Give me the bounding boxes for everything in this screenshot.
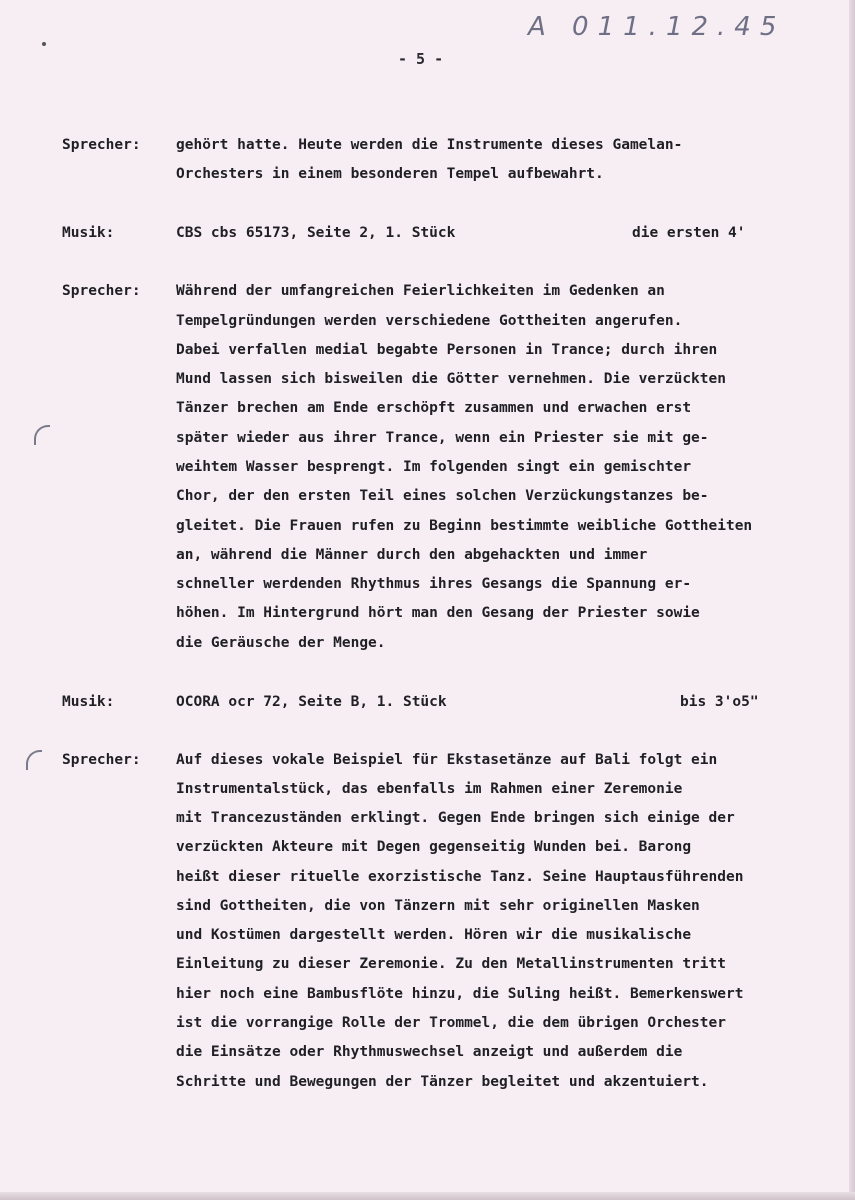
speaker-label: Sprecher: bbox=[62, 752, 141, 768]
music-reference: CBS cbs 65173, Seite 2, 1. Stück bbox=[176, 225, 456, 241]
text-line: Dabei verfallen medial begabte Personen in Trance; durch ihren bbox=[176, 342, 718, 358]
handwritten-archive-number: A 011.12.45 bbox=[528, 12, 786, 42]
text-line: gleitet. Die Frauen rufen zu Beginn bestimmte weibliche Gottheiten bbox=[176, 518, 753, 534]
text-line: Tänzer brechen am Ende erschöpft zusammen und erwachen erst bbox=[176, 400, 692, 416]
music-label: Musik: bbox=[62, 225, 115, 241]
margin-pencil-mark bbox=[34, 425, 50, 445]
text-line: Auf dieses vokale Beispiel für Ekstasetänze auf Bali folgt ein bbox=[176, 752, 718, 768]
text-line: schneller werdenden Rhythmus ihres Gesangs die Spannung er- bbox=[176, 576, 692, 592]
music-timing: die ersten 4' bbox=[632, 225, 746, 241]
music-label: Musik: bbox=[62, 694, 115, 710]
text-line: Während der umfangreichen Feierlichkeiten im Gedenken an bbox=[176, 283, 665, 299]
speaker-label: Sprecher: bbox=[62, 283, 141, 299]
text-line: gehört hatte. Heute werden die Instrumente dieses Gamelan- bbox=[176, 137, 683, 153]
text-line: heißt dieser rituelle exorzistische Tanz. Seine Hauptausführenden bbox=[176, 869, 744, 885]
margin-pencil-mark bbox=[26, 750, 42, 770]
music-timing: bis 3'o5" bbox=[680, 694, 759, 710]
text-line: verzückten Akteure mit Degen gegenseitig Wunden bei. Barong bbox=[176, 839, 692, 855]
text-line: ist die vorrangige Rolle der Trommel, die dem übrigen Orchester bbox=[176, 1015, 726, 1031]
text-line: die Geräusche der Menge. bbox=[176, 635, 386, 651]
scan-speck bbox=[42, 42, 46, 46]
text-line: später wieder aus ihrer Trance, wenn ein Priester sie mit ge- bbox=[176, 430, 709, 446]
speaker-label: Sprecher: bbox=[62, 137, 141, 153]
music-reference: OCORA ocr 72, Seite B, 1. Stück bbox=[176, 694, 447, 710]
text-line: Tempelgründungen werden verschiedene Gottheiten angerufen. bbox=[176, 313, 683, 329]
text-line: an, während die Männer durch den abgehackten und immer bbox=[176, 547, 648, 563]
page-edge-bottom bbox=[0, 1192, 855, 1200]
text-line: Chor, der den ersten Teil eines solchen Verzückungstanzes be- bbox=[176, 488, 709, 504]
text-line: sind Gottheiten, die von Tänzern mit sehr originellen Masken bbox=[176, 898, 700, 914]
text-line: und Kostümen dargestellt werden. Hören wir die musikalische bbox=[176, 927, 692, 943]
text-line: Schritte und Bewegungen der Tänzer begleitet und akzentuiert. bbox=[176, 1074, 709, 1090]
text-line: Instrumentalstück, das ebenfalls im Rahmen einer Zeremonie bbox=[176, 781, 683, 797]
text-line: Einleitung zu dieser Zeremonie. Zu den Metallinstrumenten tritt bbox=[176, 956, 726, 972]
text-line: weihtem Wasser besprengt. Im folgenden singt ein gemischter bbox=[176, 459, 692, 475]
text-line: die Einsätze oder Rhythmuswechsel anzeigt und außerdem die bbox=[176, 1044, 683, 1060]
text-line: höhen. Im Hintergrund hört man den Gesang der Priester sowie bbox=[176, 605, 700, 621]
text-line: Mund lassen sich bisweilen die Götter vernehmen. Die verzückten bbox=[176, 371, 726, 387]
text-line: hier noch eine Bambusflöte hinzu, die Suling heißt. Bemerkenswert bbox=[176, 986, 744, 1002]
page-number: - 5 - bbox=[398, 50, 444, 68]
text-line: mit Trancezuständen erklingt. Gegen Ende bringen sich einige der bbox=[176, 810, 735, 826]
text-line: Orchesters in einem besonderen Tempel aufbewahrt. bbox=[176, 166, 604, 182]
page-edge-right bbox=[849, 0, 855, 1200]
